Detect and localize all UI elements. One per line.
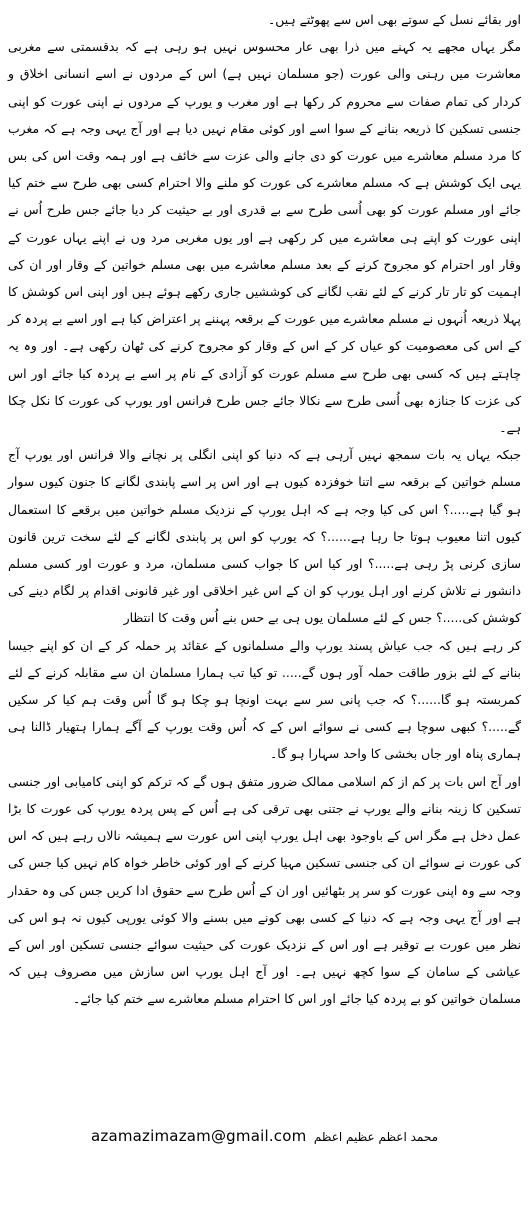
article-paragraph: جبکہ یہاں یہ بات سمجھ نہیں آرہی ہے کہ دنیا کو اپنی انگلی پر نچانے والا فرانس اور یورپ آج مسلم خواتین کے برقعہ سے اتنا خوفزدہ کیوں ہے اور اس پر اسے پابندی لگانے کا جنون کیوں سوار ہو گیا ہے.....؟ اس کی کیا وجہ ہے کہ اہل یورپ کے نزدیک مسلم خواتین میں برقعے کا استعمال کیوں اتنا معیوب ہوتا جا رہا ہے......؟ کہ یورپ کو اس پر پابندی لگانے کے لئے سخت ترین قانون سازی کرنی پڑ رہی ہے.....؟ اور کیا اس کا جواب کسی مسلمان، مرد و عورت اور کسی مسلم دانشور نے تلاش کرنے اور اہل یورپ کو ان کے اس غیر اخلاقی اور غیر قانونی اقدام پر لگام دینے کی کوشش کی.....؟ جس کے لئے مسلمان یوں ہی بے حس بنے اُس وقت کا انتظار <box>8 447 521 626</box>
article-paragraph: کر رہے ہیں کہ جب عیاش پسند یورپ والے مسلمانوں کے عقائد پر حملہ کر کے ان کو اپنے جیسا بنانے کے لئے بزور طاقت حملہ آور ہوں گے..... تو کیا تب ہمارا مسلمان ان سے مقابلہ کرنے کے لئے کمربستہ ہو گا......؟ کہ جب پانی سر سے بہت اونچا ہو چکا ہو گا اُس وقت ہم کیا کر سکیں گے.....؟ کبھی سوچا ہے کسی نے سوائے اس کے کہ اُس وقت یورپ کے آگے ہمارا ہتھیار ڈالنا ہی ہماری پناہ اور جاں بخشی کا واحد سہارا ہو گا۔ <box>8 637 521 762</box>
author-name: محمد اعظم عظیم اعظم <box>313 1130 439 1144</box>
article-paragraph: مگر یہاں مجھے یہ کہنے میں ذرا بھی عار محسوس نہیں ہو رہی ہے کہ بدقسمتی سے مغربی معاشرت میں رہنی والی عورت (جو مسلمان نہیں ہے) اس کے مردوں نے اسے انسانی اخلاق و کردار کی تمام صفات سے محروم کر رکھا ہے اور مغرب و یورپ کے مردوں نے اپنی عورت کو اپنی جنسی تسکین کا ذریعہ بنانے کے سوا اسے اور کوئی مقام نہیں دیا ہے اور آج یہی وجہ ہے کہ مغرب کا مرد مسلم معاشرے میں عورت کو دی جانے والی عزت سے خائف ہے اور ہمہ وقت اس کی بس یہی ایک کوشش ہے کہ مسلم معاشرے کی عورت کو ملنے والا احترام کسی بھی طرح سے ختم کیا جائے اور مسلم عورت کو بھی اُسی طرح سے بے قدری اور بے حیثیت کر دیا جائے جس طرح اُس نے اپنی عورت کو اپنے ہی معاشرے میں کر رکھی ہے اور یوں مغربی مرد وں نے اپنے یہاں عورت کے وقار اور احترام کو مجروح کرنے کے بعد مسلم معاشرے میں بھی مسلم خواتین کے وقار اور ان کی اہمیت کو تار تار کرنے کے لئے نقب لگانے کی کوششیں جاری رکھے ہوئے ہیں اور اپنی اس کوشش کا پہلا ذریعہ اُنہوں نے مسلم معاشرے میں عورت کے برقعہ پہننے پر اعتراض کیا ہے اور اسے بے پردہ کر کے اس کی معصومیت کو عیاں کر کے اس کے وقار کو مجروح کرنے کی ٹھان رکھی ہے۔ اور وہ یہ چاہتے ہیں کہ کسی بھی طرح سے مسلم عورت کو آزادی کے نام پر اسے بے پردہ کیا جائے اور اس کی عزت کا جنازہ بھی اُسی طرح سے نکالا جائے جس طرح فرانس اور یورپ کی عورت کا نکل چکا ہے۔ <box>8 39 521 436</box>
article-paragraph: اور بقائے نسل کے سوتے بھی اس سے پھوٹتے ہیں۔ <box>268 12 521 27</box>
author-email: azamazimazam@gmail.com <box>90 1127 307 1145</box>
article-paragraph: اور آج اس بات پر کم از کم اسلامی ممالک ضرور متفق ہوں گے کہ ترکم کو اپنی کامیابی اور جنسی تسکین کا زینہ بنانے والے یورپ نے جتنی بھی ترقی کی ہے اُس کے پس پردہ یورپ کی عورت کا بڑا عمل دخل ہے مگر اس کے باوجود بھی اہل یورپ اپنی اس عورت سے ہمیشہ نالاں رہے ہیں کہ اس کی عورت نے سوائے ان کی جنسی تسکین مہیا کرنے کے اور کوئی خاطر خواہ کام نہیں کیا جس کی وجہ سے وہ اپنی عورت کو سر پر بٹھائیں اور ان کے اُس طرح سے حقوق ادا کریں جس کی وہ حقدار ہے اور آج یہی وجہ ہے کہ دنیا کے کسی بھی کونے میں بسنے والا کوئی یورپی کیوں نہ ہو اس کی نظر میں عورت بے توقیر ہے اور اس کے نزدیک عورت کی حیثیت سوائے جنسی تسکین اور اس کے عیاشی کے سامان کے سوا کچھ نہیں ہے۔ اور آج اہل یورپ اس سازش میں مصروف ہیں کہ مسلمان خواتین کو بے پردہ کیا جائے اور اس کا احترام مسلم معاشرے سے ختم کیا جائے۔ <box>8 773 521 1007</box>
article-body <box>8 6 521 1013</box>
author-signature <box>0 1126 529 1147</box>
